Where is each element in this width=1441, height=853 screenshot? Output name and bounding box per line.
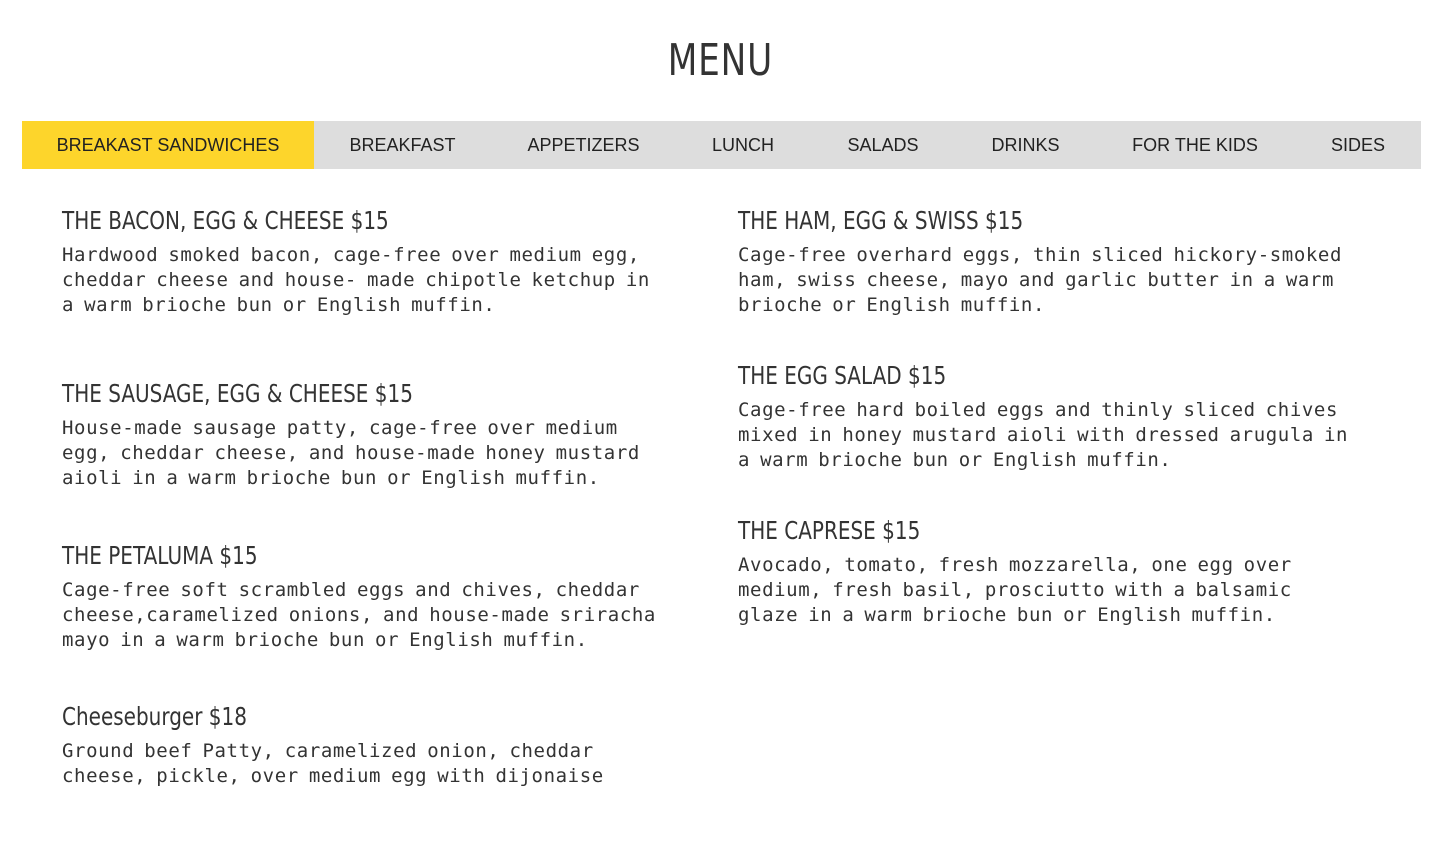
menu-item-description: Cage-free overhard eggs, thin sliced hickory-smoked ham, swiss cheese, mayo and garlic butter in a warm brioche or English muffin. bbox=[738, 244, 1342, 316]
menu-item bbox=[738, 513, 1358, 628]
menu-item-name: THE SAUSAGE, EGG & CHEESE $15 bbox=[62, 379, 413, 408]
menu-item bbox=[62, 376, 672, 538]
tab-lunch[interactable]: LUNCH bbox=[711, 134, 774, 155]
tab-breakfast[interactable]: BREAKFAST bbox=[349, 134, 456, 155]
menu-item-description: Avocado, tomato, fresh mozzarella, one egg over medium, fresh basil, prosciutto with a balsamic glaze in a warm brioche bun or English muffin. bbox=[738, 554, 1292, 626]
menu-item bbox=[62, 699, 672, 789]
menu-item-name: THE PETALUMA $15 bbox=[62, 541, 258, 570]
menu-column-left bbox=[62, 203, 672, 789]
menu-item-description: Cage-free soft scrambled eggs and chives, cheddar cheese,caramelized onions, and house-made sriracha mayo in a warm brioche bun or English muffin. bbox=[62, 579, 656, 651]
menu-item-name: THE HAM, EGG & SWISS $15 bbox=[738, 206, 1024, 235]
menu-item-name: Cheeseburger $18 bbox=[62, 702, 247, 731]
menu-item-description: House-made sausage patty, cage-free over medium egg, cheddar cheese, and house-made honey mustard aioli in a warm brioche bun or English muffin. bbox=[62, 417, 640, 489]
menu-item-name: THE EGG SALAD $15 bbox=[738, 361, 947, 390]
tab-for-the-kids[interactable]: FOR THE KIDS bbox=[1132, 134, 1258, 155]
menu-column-right bbox=[738, 203, 1358, 628]
menu-item bbox=[738, 203, 1358, 358]
menu-item bbox=[738, 358, 1358, 513]
page-title: MENU bbox=[667, 35, 773, 87]
menu-item-description: Hardwood smoked bacon, cage-free over medium egg, cheddar cheese and house- made chipotle ketchup in a warm brioche bun or English muffin. bbox=[62, 244, 650, 316]
menu-item-description: Ground beef Patty, caramelized onion, cheddar cheese, pickle, over medium egg with dijonaise bbox=[62, 740, 604, 787]
tab-breakfast-sandwiches[interactable]: BREAKAST SANDWICHES bbox=[22, 121, 314, 169]
menu-item-description: Cage-free hard boiled eggs and thinly sliced chives mixed in honey mustard aioli with dressed arugula in a warm brioche bun or English muffin. bbox=[738, 399, 1349, 471]
tab-drinks[interactable]: DRINKS bbox=[991, 134, 1060, 155]
menu-category-tabs bbox=[22, 121, 1421, 169]
menu-item bbox=[62, 203, 672, 376]
tab-salads[interactable]: SALADS bbox=[847, 134, 919, 155]
menu-item-name: THE BACON, EGG & CHEESE $15 bbox=[62, 206, 389, 235]
menu-item bbox=[62, 538, 672, 699]
tab-sides[interactable]: SIDES bbox=[1330, 134, 1386, 155]
menu-item-name: THE CAPRESE $15 bbox=[738, 516, 921, 545]
tab-appetizers[interactable]: APPETIZERS bbox=[527, 134, 640, 155]
